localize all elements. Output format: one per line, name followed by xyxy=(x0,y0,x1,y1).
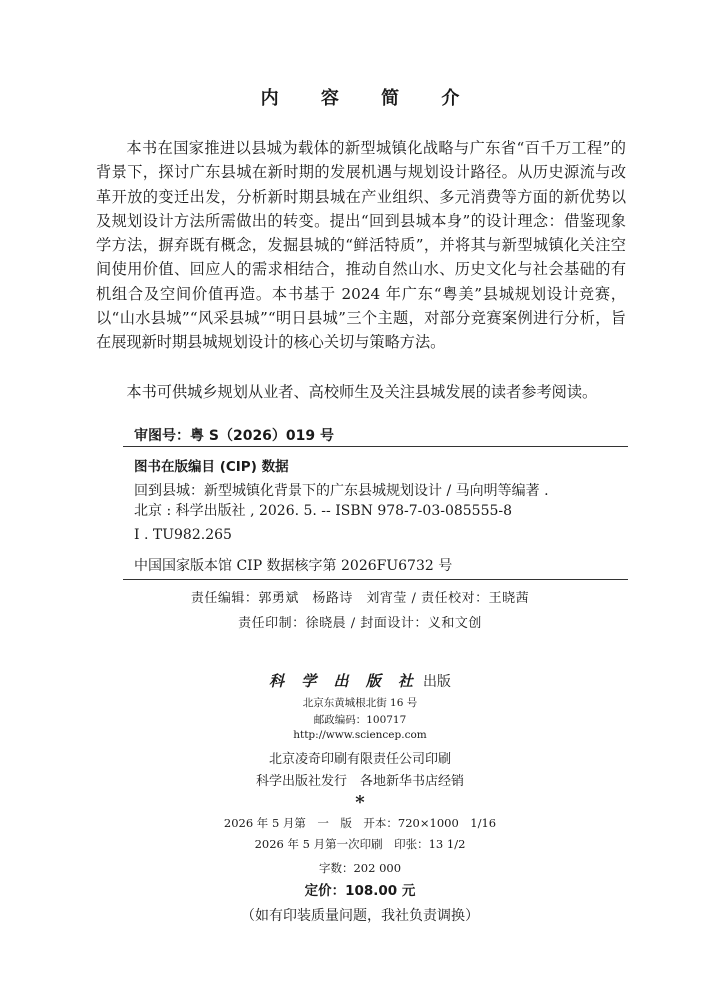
map-approval-number: 审图号：粤 S（2026）019 号 xyxy=(134,428,335,444)
publisher-url: http://www.sciencep.com xyxy=(293,729,427,741)
word-count: 字数：202 000 xyxy=(318,861,402,875)
editor-credits: 责任编辑：郭勇斌 杨路诗 刘宵莹 / 责任校对：王晓茜 xyxy=(190,591,530,606)
production-credits: 责任印制：徐晓晨 / 封面设计：义和文创 xyxy=(238,616,482,631)
publisher-address: 北京东黄城根北街 16 号 xyxy=(302,697,418,709)
separator-star: * xyxy=(355,792,365,813)
cip-classification-line: Ⅰ . TU982.265 xyxy=(134,527,232,543)
readers-paragraph: 本书可供城乡规划从业者、高校师生及关注县城发展的读者参考阅读。 xyxy=(126,383,598,401)
publisher-line xyxy=(0,670,720,691)
edition-line: 2026 年 5 月第 一 版 开本：720×1000 1/16 xyxy=(223,816,497,830)
printing-line: 2026 年 5 月第一次印刷 印张：13 1/2 xyxy=(254,837,466,851)
publisher-postcode: 邮政编码：100717 xyxy=(313,714,407,726)
price: 定价：108.00 元 xyxy=(304,883,416,899)
cip-publication-line: 北京 : 科学出版社 , 2026. 5. -- ISBN 978-7-03-085555-8 xyxy=(134,503,513,519)
intro-paragraph: 本书在国家推进以县城为载体的新型城镇化战略与广东省“百千万工程”的背景下，探讨广东县城在新时期的发展机遇与规划设计路径。从历史源流与改革开放的变迁出发，分析新时期县城在产业组织、多元消费等方面的新优势以及规划设计方法所需做出的转变。提出“回到县城本身”的设计理念：借鉴现象学方法，摒弃既有概念，发掘县城的“鲜活特质”，并将其与新型城镇化关注空间使用价值、回应人的需求相结合，推动自然山水、历史文化与社会基础的有机组合及空间价值再造。本书基于 2024 年广东“粤美”县城规划设计竞赛，以“山水县城”“风采县城”“明日县城”三个主题，对部分竞赛案例进行分析，旨在展现新时期县城规划设计的核心关切与策略方法。 xyxy=(96,139,626,352)
quality-note: （如有印装质量问题，我社负责调换） xyxy=(241,908,479,924)
cip-bottom-divider xyxy=(123,579,628,580)
cip-title-line: 回到县城：新型城镇化背景下的广东县城规划设计 / 马向明等编著 . xyxy=(134,483,549,499)
cip-record-line: 中国国家版本馆 CIP 数据核字第 2026FU6732 号 xyxy=(134,558,453,574)
publisher-suffix: 出版 xyxy=(422,674,451,690)
page-title: 内 容 简 介 xyxy=(260,88,478,109)
distribution-line: 科学出版社发行 各地新华书店经销 xyxy=(255,774,464,789)
cip-heading: 图书在版编目 (CIP) 数据 xyxy=(134,459,289,475)
printer-line: 北京凌奇印刷有限责任公司印刷 xyxy=(268,752,451,767)
publisher-name: 科 学 出 版 社 xyxy=(269,672,419,690)
cip-top-divider xyxy=(123,446,628,447)
